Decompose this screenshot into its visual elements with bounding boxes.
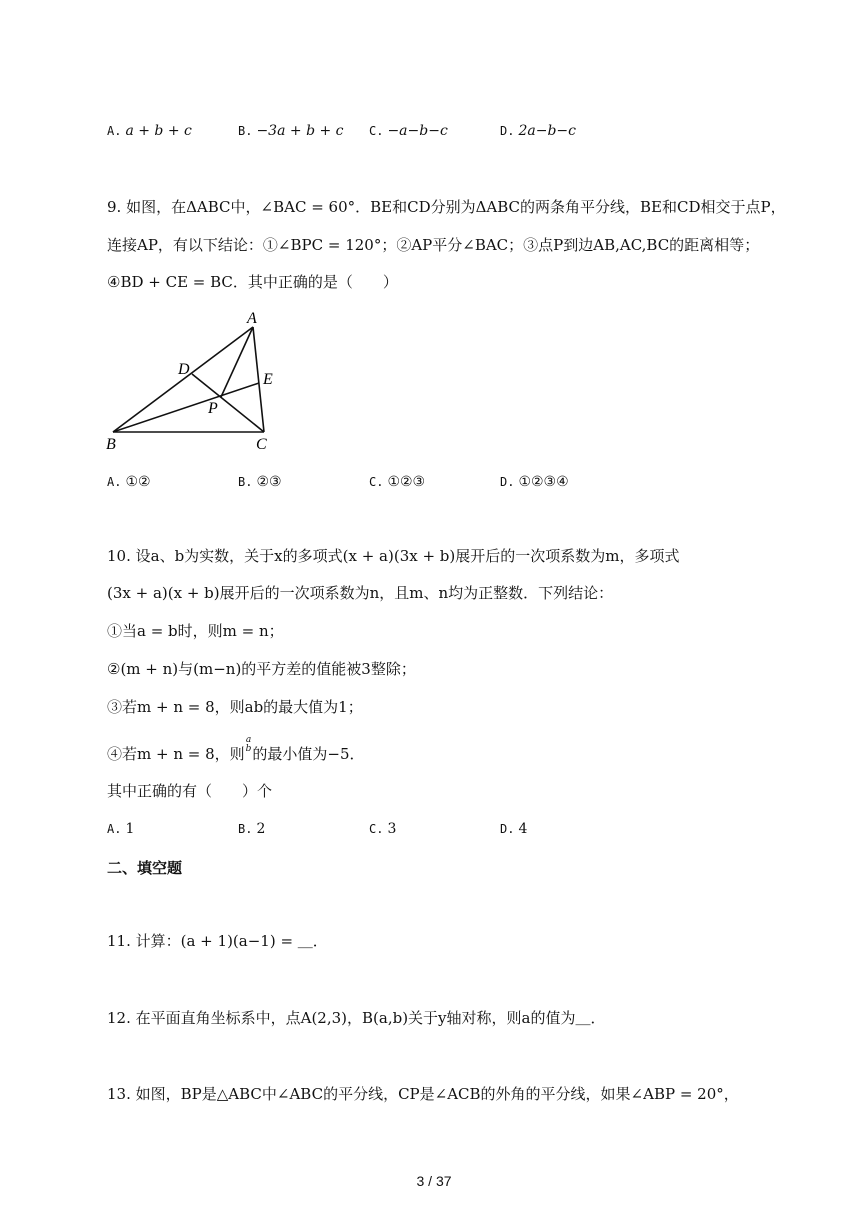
fraction-numerator: a [245, 735, 252, 745]
q9-option-a [107, 472, 151, 492]
q9-option-c [369, 472, 425, 492]
option-letter: D. [500, 822, 515, 836]
option-letter: C. [369, 822, 384, 836]
label-d: D [178, 361, 190, 378]
option-text: ①② [125, 474, 151, 490]
option-text: a + b + c [125, 123, 192, 139]
option-text: ①②③④ [518, 474, 569, 490]
q10-line-1: 10. 设a、b为实数，关于x的多项式(x + a)(3x + b)展开后的一次项系数为m，多项式 [107, 547, 680, 565]
option-letter: A. [107, 124, 122, 138]
label-c: C [256, 436, 267, 453]
q10-option-d [500, 819, 527, 839]
q9-line-1: 9. 如图，在ΔABC中，∠BAC = 60°．BE和CD分别为ΔABC的两条角平分线，BE和CD相交于点P， [107, 198, 786, 216]
option-text: −3a + b + c [256, 123, 344, 139]
option-text: 4 [518, 821, 528, 837]
fraction-a-over-b [246, 736, 252, 754]
section-heading-fill-in: 二、填空题 [107, 859, 183, 877]
q9-option-b [238, 472, 282, 492]
q10-line-2: (3x + a)(x + b)展开后的一次项系数为n，且m、n均为正整数．下列结论： [107, 584, 614, 602]
q10-line-question: 其中正确的有（ ）个 [107, 782, 273, 800]
q10-item-2: ②(m + n)与(m−n)的平方差的值能被3整除； [107, 660, 416, 678]
q10-item-3: ③若m + n = 8，则ab的最大值为1； [107, 698, 363, 716]
q8-option-b [238, 121, 344, 141]
segment-be [113, 383, 259, 432]
label-p: P [208, 400, 218, 417]
option-letter: B. [238, 822, 253, 836]
option-letter: B. [238, 475, 253, 489]
q9-option-d [500, 472, 569, 492]
q11-text: 11. 计算：(a + 1)(a−1) = ＿． [107, 932, 328, 950]
q10-item-1: ①当a = b时，则m = n； [107, 622, 284, 640]
option-text: 1 [125, 821, 135, 837]
option-letter: A. [107, 475, 122, 489]
option-letter: D. [500, 124, 515, 138]
q10-item-4-suffix: 的最小值为−5． [252, 745, 365, 763]
option-text: 2 [256, 821, 266, 837]
label-a: A [247, 310, 257, 327]
option-text: 3 [387, 821, 397, 837]
q10-option-b [238, 819, 265, 839]
q9-line-3: ④BD + CE = BC．其中正确的是（ ） [107, 273, 398, 291]
option-letter: C. [369, 124, 384, 138]
q12-text: 12. 在平面直角坐标系中，点A(2,3)，B(a,b)关于y轴对称，则a的值为＿． [107, 1009, 606, 1027]
q8-option-a [107, 121, 192, 141]
q10-option-a [107, 819, 134, 839]
option-letter: D. [500, 475, 515, 489]
page-number: 3 / 37 [416, 1173, 452, 1189]
label-b: B [106, 436, 116, 453]
side-ab [113, 327, 253, 432]
option-text: ②③ [256, 474, 282, 490]
q8-option-d [500, 121, 576, 141]
q13-text: 13. 如图，BP是△ABC中∠ABC的平分线，CP是∠ACB的外角的平分线，如果∠ABP = 20°， [107, 1085, 739, 1103]
option-letter: B. [238, 124, 253, 138]
q10-option-c [369, 819, 396, 839]
q9-line-2: 连接AP，有以下结论：①∠BPC = 120°；②AP平分∠BAC；③点P到边AB,AC,BC的距离相等； [107, 236, 760, 254]
label-e: E [263, 371, 273, 388]
q8-option-c [369, 121, 448, 141]
option-letter: C. [369, 475, 384, 489]
q10-item-4 [107, 735, 365, 764]
q9-triangle-figure [100, 305, 300, 455]
q10-item-4-prefix: ④若m + n = 8，则 [107, 745, 245, 763]
option-text: 2a−b−c [518, 123, 576, 139]
option-letter: A. [107, 822, 122, 836]
option-text: −a−b−c [387, 123, 448, 139]
option-text: ①②③ [387, 474, 426, 490]
fraction-denominator: b [245, 744, 252, 754]
